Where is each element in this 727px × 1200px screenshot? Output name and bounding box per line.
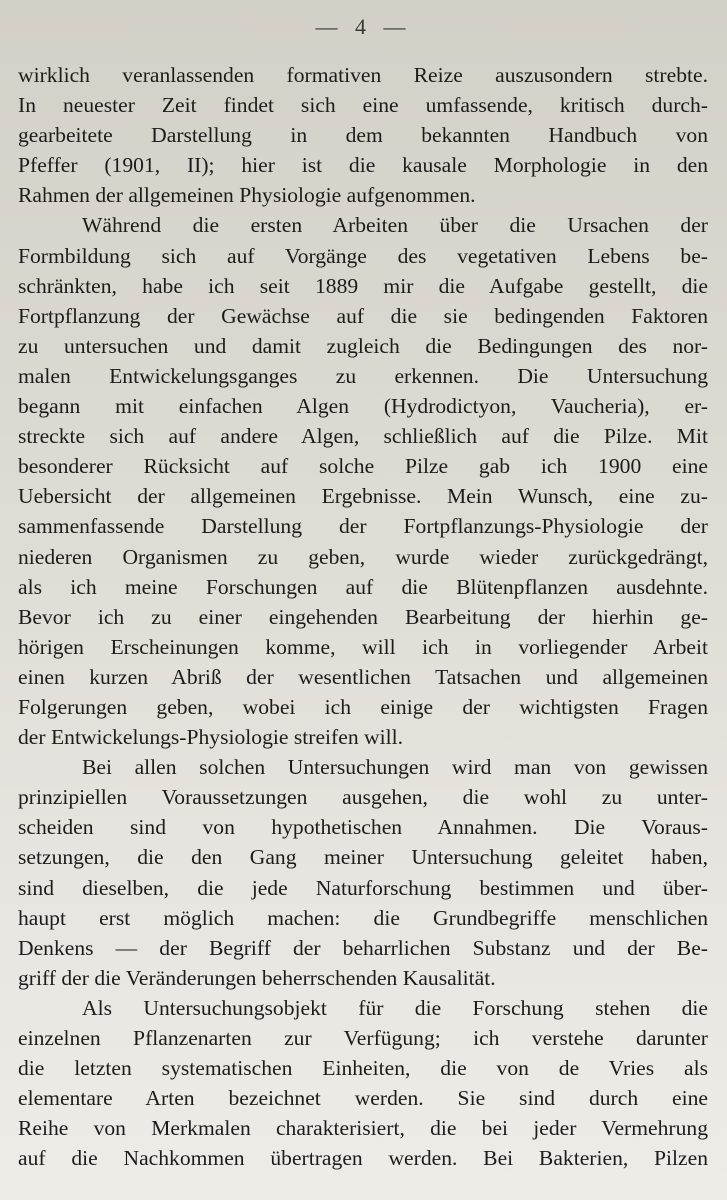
- text-line: Denkens — der Begriff der beharrlichen Substanz und der Be-: [18, 935, 708, 960]
- text-line: begann mit einfachen Algen (Hydrodictyon, Vaucheria), er-: [18, 394, 708, 419]
- text-line: auf die Nachkommen übertragen werden. Bei Bakterien, Pilzen: [18, 1146, 708, 1171]
- text-line: einzelnen Pflanzenarten zur Verfügung; ich verstehe darunter: [18, 1026, 708, 1050]
- text-line: streckte sich auf andere Algen, schließlich auf die Pilze. Mit: [18, 424, 708, 449]
- text-line: als ich meine Forschungen auf die Blütenpflanzen ausdehnte.: [18, 574, 708, 599]
- text-line: der Entwickelungs-Physiologie streifen will.: [18, 725, 404, 750]
- text-line: Folgerungen geben, wobei ich einige der wichtigsten Fragen: [18, 694, 708, 719]
- text-line: Bevor ich zu einer eingehenden Bearbeitung der hierhin ge-: [18, 604, 708, 629]
- text-line: Bei allen solchen Untersuchungen wird man von gewissen: [82, 755, 708, 780]
- text-line: Pfeffer (1901, II); hier ist die kausale Morphologie in den: [18, 153, 708, 178]
- text-line: Als Untersuchungsobjekt für die Forschung stehen die: [82, 995, 708, 1020]
- text-line: haupt erst möglich machen: die Grundbegriffe menschlichen: [18, 905, 708, 930]
- text-line: elementare Arten bezeichnet werden. Sie sind durch eine: [18, 1086, 708, 1111]
- text-line: Uebersicht der allgemeinen Ergebnisse. Mein Wunsch, eine zu-: [18, 484, 708, 509]
- text-line: sind dieselben, die jede Naturforschung bestimmen und über-: [18, 875, 708, 900]
- text-line: sammenfassende Darstellung der Fortpflanzungs-Physiologie der: [18, 514, 708, 539]
- text-line: setzungen, die den Gang meiner Untersuchung geleitet haben,: [18, 845, 708, 870]
- text-line: gearbeitete Darstellung in dem bekannten Handbuch von: [18, 123, 708, 148]
- text-line: Rahmen der allgemeinen Physiologie aufgenommen.: [18, 183, 476, 208]
- text-line: In neuester Zeit findet sich eine umfassende, kritisch durch-: [18, 93, 708, 118]
- text-line: niederen Organismen zu geben, wurde wieder zurückgedrängt,: [18, 544, 708, 569]
- text-line: besonderer Rücksicht auf solche Pilze gab ich 1900 eine: [18, 454, 708, 479]
- text-line: malen Entwickelungsganges zu erkennen. Die Untersuchung: [18, 363, 708, 388]
- text-line: prinzipiellen Voraussetzungen ausgehen, die wohl zu unter-: [18, 785, 708, 810]
- text-line: Formbildung sich auf Vorgänge des vegetativen Lebens be-: [18, 243, 708, 268]
- text-line: Fortpflanzung der Gewächse auf die sie bedingenden Faktoren: [18, 303, 708, 328]
- text-line: Reihe von Merkmalen charakterisiert, die bei jeder Vermehrung: [18, 1116, 708, 1141]
- text-line: die letzten systematischen Einheiten, die von de Vries als: [18, 1056, 708, 1081]
- page-number: — 4 —: [315, 14, 412, 39]
- text-line: scheiden sind von hypothetischen Annahmen. Die Voraus-: [18, 815, 708, 840]
- text-line: Während die ersten Arbeiten über die Ursachen der: [82, 213, 708, 238]
- text-line: schränkten, habe ich seit 1889 mir die Aufgabe gestellt, die: [18, 273, 708, 298]
- text-line: zu untersuchen und damit zugleich die Bedingungen des nor-: [18, 333, 708, 358]
- text-line: griff der die Veränderungen beherrschenden Kausalität.: [18, 965, 496, 990]
- text-line: hörigen Erscheinungen komme, will ich in vorliegender Arbeit: [18, 634, 708, 659]
- body-text: [18, 60, 708, 1173]
- text-line: einen kurzen Abriß der wesentlichen Tatsachen und allgemeinen: [18, 664, 708, 689]
- text-line: wirklich veranlassenden formativen Reize auszusondern strebte.: [18, 63, 708, 87]
